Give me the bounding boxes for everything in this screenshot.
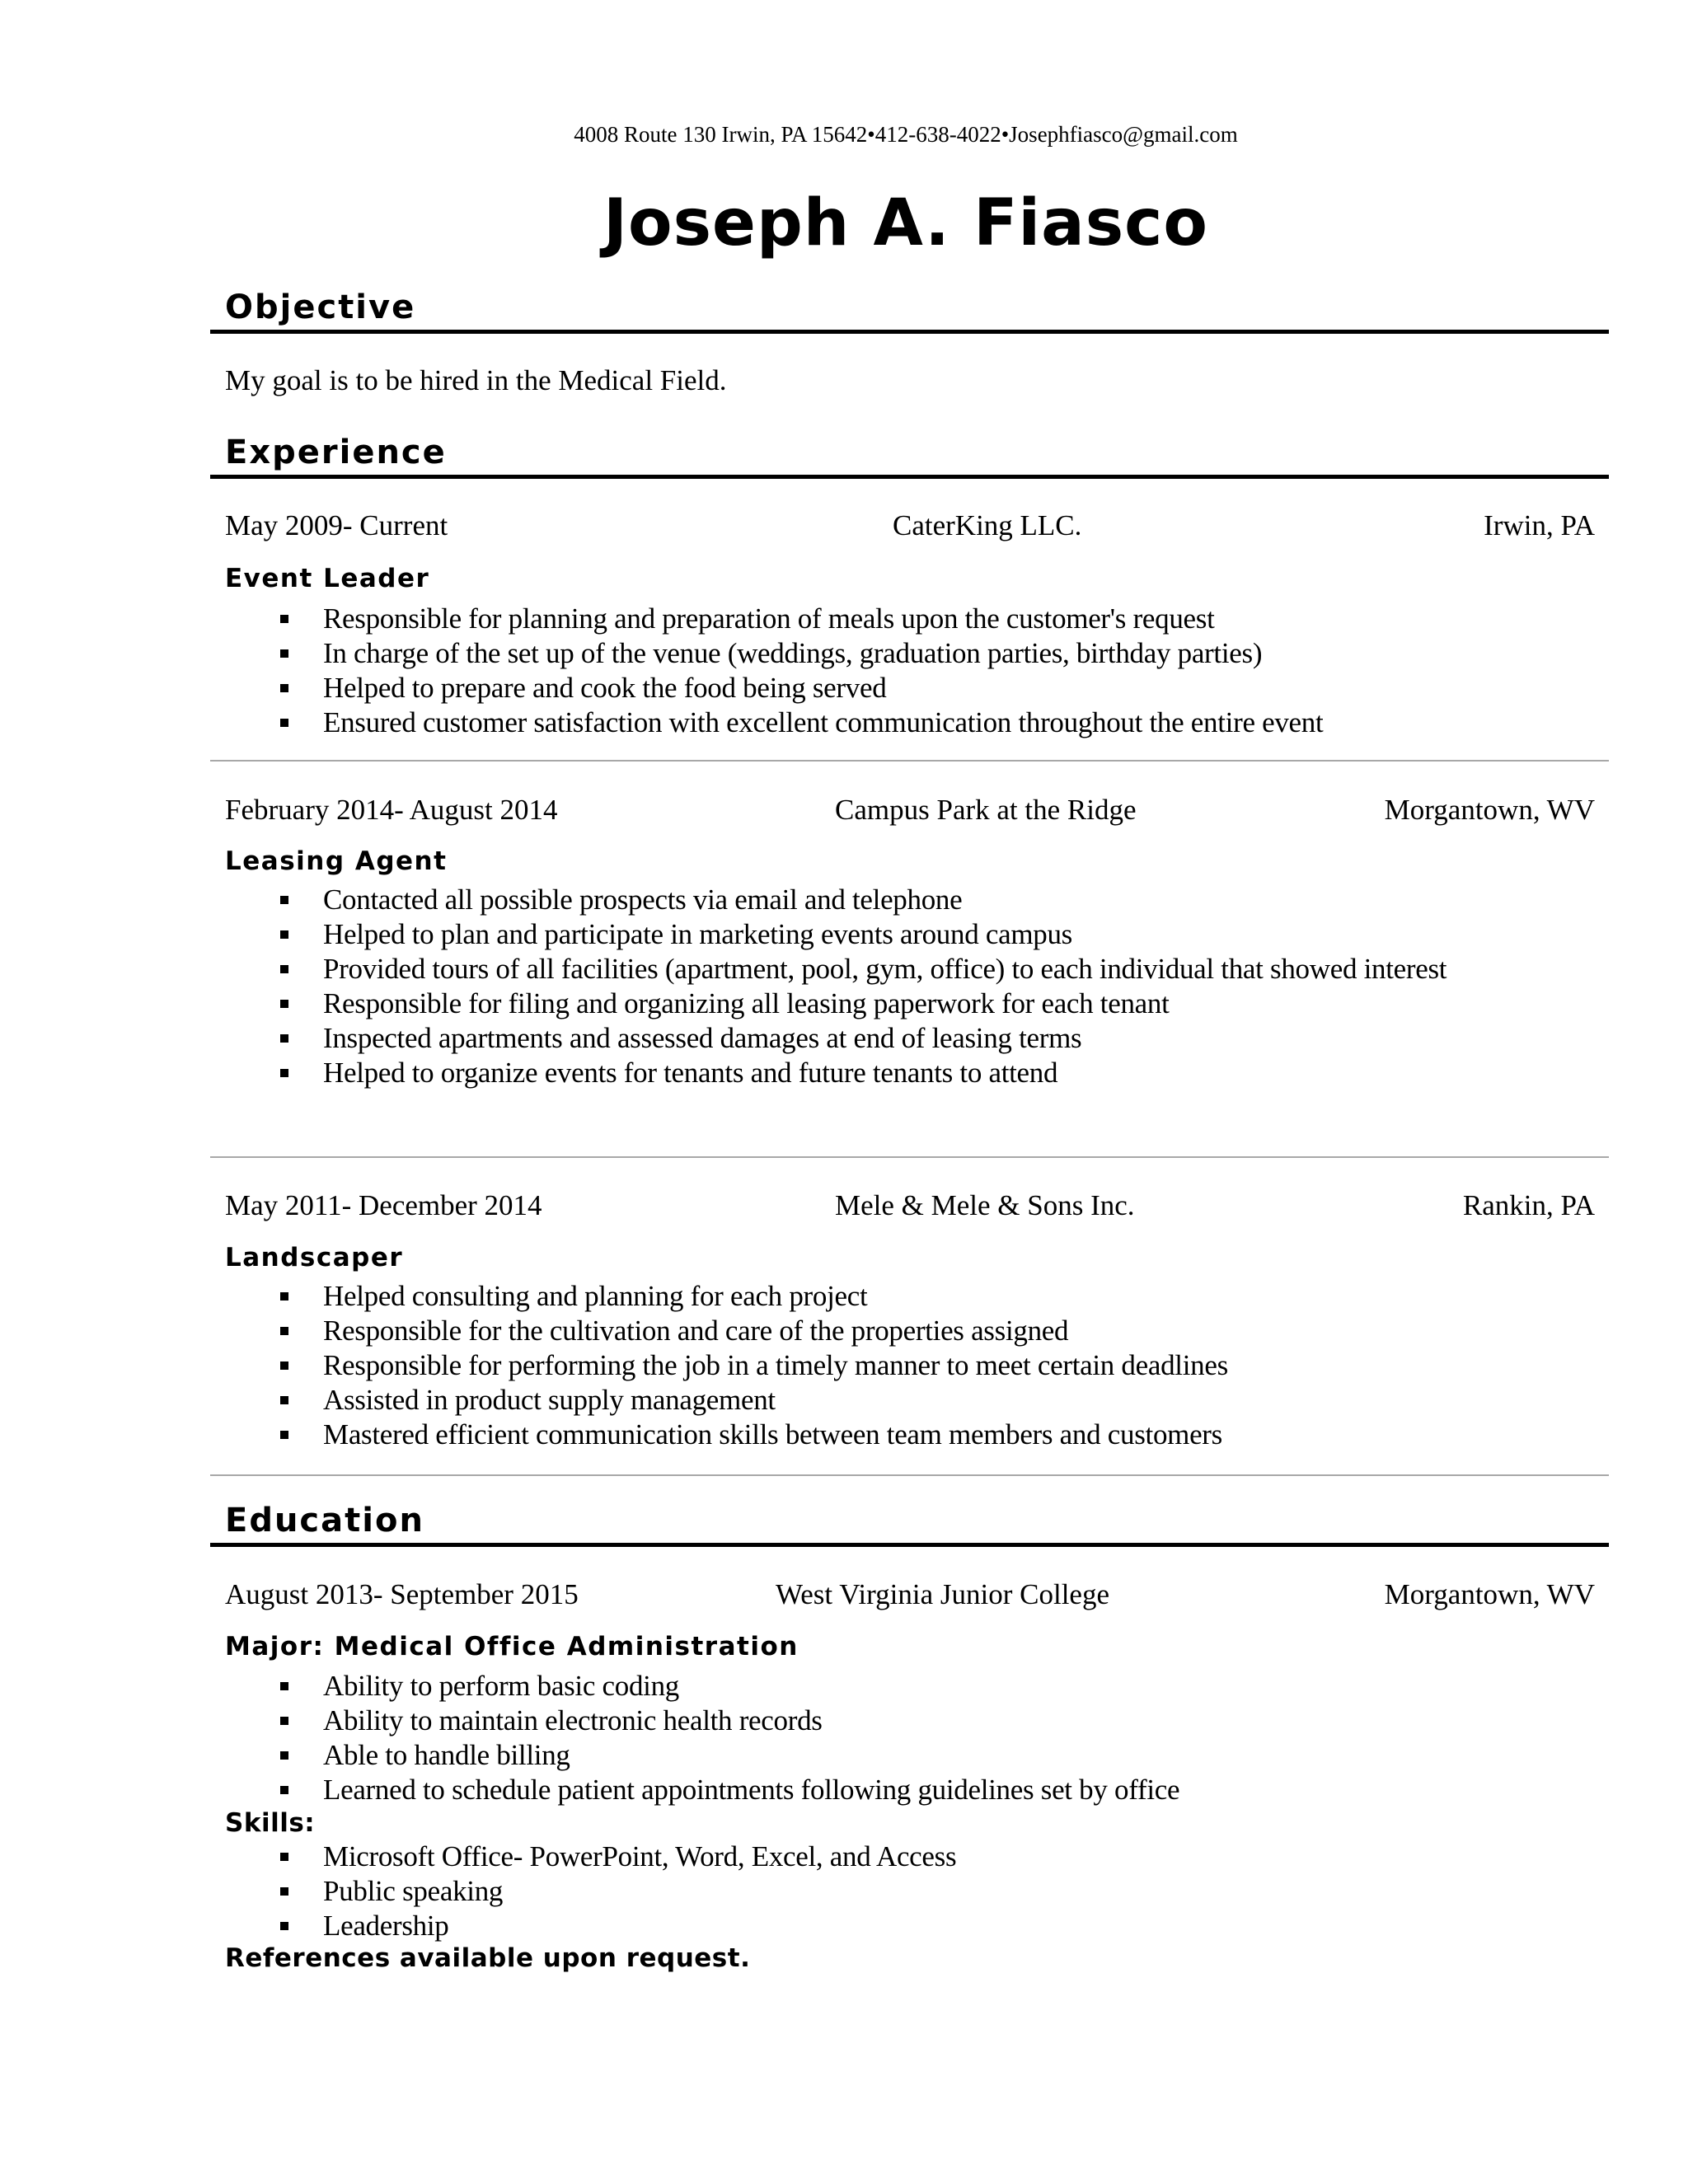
- job-1-bullets: [280, 602, 1323, 740]
- bullet-icon: [280, 1396, 288, 1404]
- job-1-role: Event Leader: [225, 564, 430, 593]
- list-item: Inspected apartments and assessed damages at end of leasing terms: [280, 1021, 1447, 1056]
- bullet-icon: [280, 1887, 288, 1896]
- references-note: References available upon request.: [225, 1943, 751, 1973]
- list-item: Provided tours of all facilities (apartment, pool, gym, office) to each individual that showed interest: [280, 952, 1447, 987]
- objective-text: My goal is to be hired in the Medical Field.: [225, 364, 727, 396]
- list-item: Ability to perform basic coding: [280, 1669, 1179, 1704]
- list-item: Learned to schedule patient appointments following guidelines set by office: [280, 1773, 1179, 1807]
- bullet-icon: [280, 1751, 288, 1760]
- bullet-icon: [280, 1431, 288, 1439]
- job-3-org: Mele & Mele & Sons Inc.: [835, 1189, 1135, 1221]
- education-rule: [210, 1543, 1609, 1547]
- list-item: Able to handle billing: [280, 1738, 1179, 1773]
- bullet-icon: [280, 1327, 288, 1335]
- applicant-name: Joseph A. Fiasco: [603, 186, 1208, 260]
- list-item: Mastered efficient communication skills between team members and customers: [280, 1418, 1228, 1452]
- list-item: Public speaking: [280, 1874, 956, 1909]
- education-major: Major: Medical Office Administration: [225, 1632, 799, 1661]
- bullet-icon: [280, 1000, 288, 1008]
- bullet-icon: [280, 615, 288, 623]
- objective-heading: Objective: [225, 288, 416, 326]
- bullet-icon: [280, 719, 288, 727]
- job-2-divider: [210, 1156, 1609, 1158]
- bullet-icon: [280, 684, 288, 692]
- job-3-bullets: [280, 1279, 1228, 1452]
- education-location: Morgantown, WV: [1384, 1578, 1595, 1610]
- bullet-icon: [280, 965, 288, 973]
- experience-heading: Experience: [225, 434, 447, 471]
- job-2-dates: February 2014- August 2014: [225, 794, 558, 826]
- skills-label: Skills:: [225, 1808, 316, 1838]
- bullet-icon: [280, 1786, 288, 1794]
- list-item: Ability to maintain electronic health records: [280, 1704, 1179, 1738]
- education-header: [225, 1578, 1595, 1615]
- list-item: In charge of the set up of the venue (weddings, graduation parties, birthday parties): [280, 636, 1323, 671]
- bullet-icon: [280, 649, 288, 658]
- contact-line: 4008 Route 130 Irwin, PA 15642•412-638-4022•Josephfiasco@gmail.com: [574, 122, 1238, 147]
- list-item: Responsible for filing and organizing all leasing paperwork for each tenant: [280, 987, 1447, 1021]
- skills-list: [280, 1840, 956, 1943]
- job-3-location: Rankin, PA: [1462, 1189, 1595, 1221]
- education-dates: August 2013- September 2015: [225, 1578, 579, 1610]
- list-item: Helped to prepare and cook the food being served: [280, 671, 1323, 705]
- bullet-icon: [280, 1682, 288, 1690]
- job-1-divider: [210, 760, 1609, 762]
- list-item: Ensured customer satisfaction with excellent communication throughout the entire event: [280, 705, 1323, 740]
- job-1-location: Irwin, PA: [1484, 509, 1595, 541]
- job-2-role: Leasing Agent: [225, 846, 448, 876]
- job-2-location: Morgantown, WV: [1384, 794, 1595, 826]
- bullet-icon: [280, 1361, 288, 1370]
- list-item: Responsible for planning and preparation of meals upon the customer's request: [280, 602, 1323, 636]
- list-item: Microsoft Office- PowerPoint, Word, Excel, and Access: [280, 1840, 956, 1874]
- job-3-divider: [210, 1474, 1609, 1476]
- job-1-org: CaterKing LLC.: [893, 509, 1082, 541]
- job-1-dates: May 2009- Current: [225, 509, 448, 541]
- bullet-icon: [280, 1292, 288, 1301]
- job-1-header: [225, 509, 1595, 546]
- job-2-org: Campus Park at the Ridge: [835, 794, 1137, 826]
- list-item: Helped to plan and participate in marketing events around campus: [280, 917, 1447, 952]
- bullet-icon: [280, 1717, 288, 1725]
- job-2-header: [225, 794, 1595, 830]
- list-item: Responsible for the cultivation and care of the properties assigned: [280, 1314, 1228, 1348]
- bullet-icon: [280, 1034, 288, 1043]
- education-heading: Education: [225, 1502, 424, 1540]
- job-2-bullets: [280, 883, 1447, 1090]
- objective-rule: [210, 330, 1609, 334]
- list-item: Helped to organize events for tenants and future tenants to attend: [280, 1056, 1447, 1090]
- bullet-icon: [280, 1853, 288, 1861]
- job-3-header: [225, 1189, 1595, 1226]
- experience-rule: [210, 475, 1609, 479]
- list-item: Responsible for performing the job in a timely manner to meet certain deadlines: [280, 1348, 1228, 1383]
- education-bullets: [280, 1669, 1179, 1807]
- bullet-icon: [280, 1922, 288, 1930]
- list-item: Leadership: [280, 1909, 956, 1943]
- education-school: West Virginia Junior College: [776, 1578, 1109, 1610]
- bullet-icon: [280, 896, 288, 904]
- list-item: Helped consulting and planning for each project: [280, 1279, 1228, 1314]
- bullet-icon: [280, 1069, 288, 1077]
- list-item: Contacted all possible prospects via email and telephone: [280, 883, 1447, 917]
- bullet-icon: [280, 930, 288, 939]
- job-3-role: Landscaper: [225, 1243, 404, 1272]
- list-item: Assisted in product supply management: [280, 1383, 1228, 1418]
- job-3-dates: May 2011- December 2014: [225, 1189, 542, 1221]
